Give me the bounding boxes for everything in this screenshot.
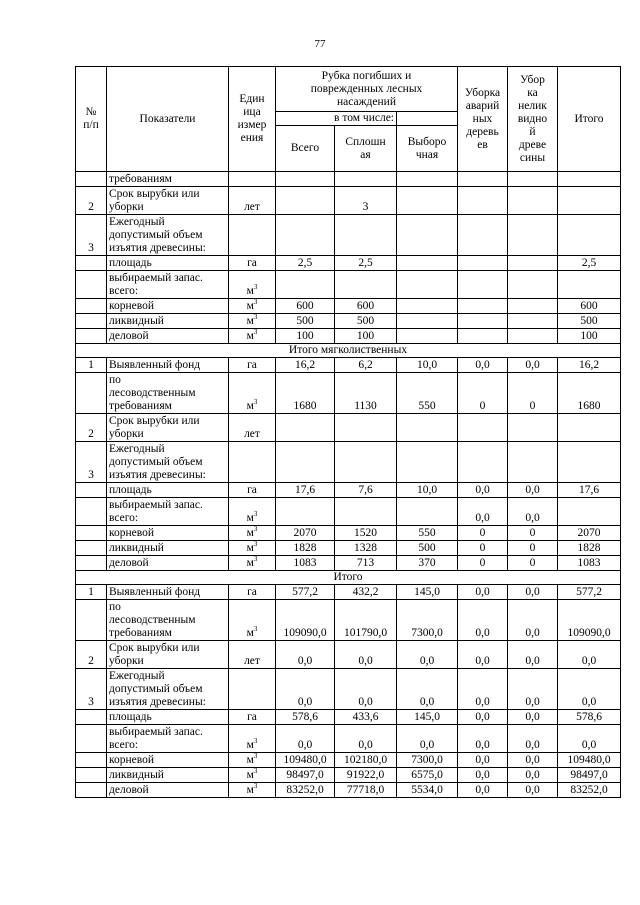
value-cell [558, 271, 621, 299]
value-cell: 0,0 [458, 753, 508, 768]
value-cell: 0,0 [508, 710, 558, 725]
row-label: площадь [107, 710, 229, 725]
table-row [76, 498, 621, 526]
value-cell [276, 215, 335, 256]
row-number [76, 526, 107, 541]
value-cell: 0,0 [458, 483, 508, 498]
row-unit: $м^3$ [229, 329, 276, 344]
row-number [76, 783, 107, 798]
row-number [76, 483, 107, 498]
table-row [76, 215, 621, 256]
value-cell: 0 [508, 526, 558, 541]
value-cell: 109090,0 [558, 600, 621, 641]
row-number [76, 314, 107, 329]
value-cell: 7,6 [335, 483, 397, 498]
value-cell: 1130 [335, 373, 397, 414]
value-cell: 102180,0 [335, 753, 397, 768]
header-num: № п/п [76, 67, 107, 172]
row-unit: $м^3$ [229, 725, 276, 753]
value-cell: 145,0 [397, 585, 458, 600]
value-cell [558, 442, 621, 483]
section-row [76, 571, 621, 585]
row-number: 2 [76, 641, 107, 669]
row-number [76, 768, 107, 783]
header-clear: Сплошн ая [335, 126, 397, 172]
table-row [76, 600, 621, 641]
section-title: Итого [76, 571, 621, 585]
value-cell: 0,0 [276, 725, 335, 753]
value-cell: 1083 [558, 556, 621, 571]
value-cell: 0,0 [508, 768, 558, 783]
value-cell: 0,0 [335, 641, 397, 669]
value-cell: 100 [335, 329, 397, 344]
value-cell [508, 172, 558, 187]
section-title: Итого мягколиственных [76, 344, 621, 358]
value-cell [335, 498, 397, 526]
row-label: корневой [107, 753, 229, 768]
table-row [76, 541, 621, 556]
value-cell: 0,0 [508, 753, 558, 768]
table-row [76, 172, 621, 187]
value-cell: 5534,0 [397, 783, 458, 798]
row-unit: лет [229, 187, 276, 215]
header-selective: Выборо чная [397, 126, 458, 172]
value-cell: 0,0 [458, 710, 508, 725]
value-cell: 0,0 [458, 669, 508, 710]
value-cell: 0 [458, 556, 508, 571]
value-cell: 16,2 [276, 358, 335, 373]
value-cell [397, 414, 458, 442]
value-cell: 83252,0 [276, 783, 335, 798]
table-row [76, 442, 621, 483]
value-cell [458, 314, 508, 329]
value-cell: 6575,0 [397, 768, 458, 783]
row-number [76, 299, 107, 314]
header-illiquid: Убор ка нелик видно й древе сины [508, 67, 558, 172]
table-row [76, 641, 621, 669]
row-label: Срок вырубки или уборки [107, 187, 229, 215]
value-cell: 0,0 [558, 725, 621, 753]
value-cell: 2070 [276, 526, 335, 541]
value-cell: 0 [458, 526, 508, 541]
value-cell: 0,0 [508, 483, 558, 498]
table-row [76, 768, 621, 783]
value-cell [397, 187, 458, 215]
value-cell [508, 299, 558, 314]
table-row [76, 526, 621, 541]
table-row [76, 299, 621, 314]
value-cell: 1083 [276, 556, 335, 571]
value-cell: 7300,0 [397, 600, 458, 641]
row-unit: га [229, 483, 276, 498]
row-number: 1 [76, 358, 107, 373]
table-row [76, 483, 621, 498]
value-cell [558, 172, 621, 187]
row-number [76, 753, 107, 768]
value-cell [397, 329, 458, 344]
value-cell [508, 314, 558, 329]
value-cell [458, 442, 508, 483]
value-cell [558, 215, 621, 256]
table-row [76, 358, 621, 373]
value-cell: 550 [397, 526, 458, 541]
value-cell: 1828 [558, 541, 621, 556]
row-unit [229, 172, 276, 187]
row-number: 2 [76, 187, 107, 215]
value-cell: 0,0 [276, 669, 335, 710]
value-cell: 7300,0 [397, 753, 458, 768]
value-cell [276, 498, 335, 526]
row-label: Срок вырубки или уборки [107, 414, 229, 442]
row-label: деловой [107, 783, 229, 798]
table-row [76, 314, 621, 329]
value-cell: 500 [276, 314, 335, 329]
value-cell: 2,5 [335, 256, 397, 271]
row-label: выбираемый запас. всего: [107, 271, 229, 299]
row-unit: $м^3$ [229, 271, 276, 299]
value-cell [335, 271, 397, 299]
value-cell [276, 442, 335, 483]
value-cell: 0,0 [458, 358, 508, 373]
value-cell [458, 256, 508, 271]
row-unit: $м^3$ [229, 783, 276, 798]
row-label: Срок вырубки или уборки [107, 641, 229, 669]
value-cell: 433,6 [335, 710, 397, 725]
value-cell: 98497,0 [276, 768, 335, 783]
value-cell [458, 215, 508, 256]
forest-felling-table [75, 66, 621, 798]
row-label: площадь [107, 483, 229, 498]
value-cell [335, 215, 397, 256]
value-cell: 0,0 [397, 641, 458, 669]
row-number: 3 [76, 442, 107, 483]
row-label: Ежегодный допустимый объем изъятия древесины: [107, 669, 229, 710]
row-label: корневой [107, 299, 229, 314]
value-cell [335, 414, 397, 442]
value-cell [558, 187, 621, 215]
value-cell: 145,0 [397, 710, 458, 725]
value-cell [508, 414, 558, 442]
value-cell: 578,6 [558, 710, 621, 725]
value-cell [276, 414, 335, 442]
value-cell: 0,0 [508, 641, 558, 669]
value-cell: 101790,0 [335, 600, 397, 641]
value-cell: 0 [508, 541, 558, 556]
value-cell [508, 271, 558, 299]
value-cell: 0,0 [458, 725, 508, 753]
row-number [76, 725, 107, 753]
row-number [76, 600, 107, 641]
table-row [76, 414, 621, 442]
section-row [76, 344, 621, 358]
value-cell: 17,6 [558, 483, 621, 498]
value-cell [558, 414, 621, 442]
value-cell: 0,0 [458, 783, 508, 798]
table-row [76, 585, 621, 600]
row-label: корневой [107, 526, 229, 541]
row-label: Выявленный фонд [107, 585, 229, 600]
value-cell [276, 172, 335, 187]
table-body [76, 172, 621, 798]
value-cell: 600 [335, 299, 397, 314]
value-cell: 500 [335, 314, 397, 329]
value-cell: 577,2 [276, 585, 335, 600]
value-cell: 370 [397, 556, 458, 571]
value-cell [397, 314, 458, 329]
header-unit: Един ица измер ения [229, 67, 276, 172]
table-row [76, 373, 621, 414]
value-cell: 0,0 [458, 600, 508, 641]
value-cell: 0,0 [508, 669, 558, 710]
row-number: 3 [76, 669, 107, 710]
row-unit: га [229, 710, 276, 725]
row-unit [229, 669, 276, 710]
value-cell: 91922,0 [335, 768, 397, 783]
row-label: требованиям [107, 172, 229, 187]
value-cell [458, 271, 508, 299]
value-cell: 578,6 [276, 710, 335, 725]
row-unit: лет [229, 414, 276, 442]
value-cell: 0,0 [458, 498, 508, 526]
row-label: по лесоводственным требованиям [107, 373, 229, 414]
value-cell [397, 215, 458, 256]
value-cell: 1680 [558, 373, 621, 414]
header-indicators: Показатели [107, 67, 229, 172]
value-cell: 0,0 [335, 669, 397, 710]
row-label: ликвидный [107, 314, 229, 329]
value-cell: 600 [276, 299, 335, 314]
value-cell [397, 172, 458, 187]
row-unit: $м^3$ [229, 556, 276, 571]
value-cell: 713 [335, 556, 397, 571]
page-number: 77 [314, 38, 326, 50]
value-cell [458, 414, 508, 442]
row-label: Выявленный фонд [107, 358, 229, 373]
table-row [76, 187, 621, 215]
row-label: Ежегодный допустимый объем изъятия древесины: [107, 442, 229, 483]
value-cell: 0,0 [508, 498, 558, 526]
value-cell: 109480,0 [276, 753, 335, 768]
row-unit: га [229, 256, 276, 271]
value-cell: 600 [558, 299, 621, 314]
table-row [76, 556, 621, 571]
row-unit: га [229, 585, 276, 600]
row-unit [229, 442, 276, 483]
value-cell: 432,2 [335, 585, 397, 600]
value-cell: 0,0 [508, 585, 558, 600]
value-cell: 0,0 [508, 783, 558, 798]
row-label: ликвидный [107, 541, 229, 556]
value-cell [397, 498, 458, 526]
row-number [76, 541, 107, 556]
row-label: ликвидный [107, 768, 229, 783]
row-label: выбираемый запас. всего: [107, 498, 229, 526]
row-number [76, 556, 107, 571]
row-unit: $м^3$ [229, 314, 276, 329]
value-cell [397, 299, 458, 314]
value-cell: 0 [508, 556, 558, 571]
value-cell [508, 256, 558, 271]
row-unit: $м^3$ [229, 753, 276, 768]
value-cell: 77718,0 [335, 783, 397, 798]
value-cell: 0,0 [458, 768, 508, 783]
value-cell: 0,0 [397, 669, 458, 710]
header-including: в том числе: [276, 112, 397, 126]
value-cell: 0 [458, 373, 508, 414]
row-unit: лет [229, 641, 276, 669]
value-cell [276, 187, 335, 215]
row-label: по лесоводственным требованиям [107, 600, 229, 641]
value-cell: 0,0 [558, 641, 621, 669]
value-cell: 1680 [276, 373, 335, 414]
row-label: площадь [107, 256, 229, 271]
row-number [76, 329, 107, 344]
value-cell: 2,5 [558, 256, 621, 271]
value-cell: 0,0 [335, 725, 397, 753]
value-cell: 0,0 [458, 641, 508, 669]
row-unit: $м^3$ [229, 498, 276, 526]
value-cell [397, 256, 458, 271]
value-cell: 100 [276, 329, 335, 344]
row-number [76, 710, 107, 725]
row-number [76, 271, 107, 299]
value-cell: 550 [397, 373, 458, 414]
value-cell [508, 442, 558, 483]
value-cell: 100 [558, 329, 621, 344]
table-row [76, 271, 621, 299]
value-cell [508, 329, 558, 344]
row-number [76, 172, 107, 187]
row-label: деловой [107, 556, 229, 571]
header-windfall: Уборка аварий ных деревь ев [458, 67, 508, 172]
row-number [76, 498, 107, 526]
table-row [76, 783, 621, 798]
value-cell: 0,0 [508, 358, 558, 373]
value-cell [276, 271, 335, 299]
value-cell: 0,0 [558, 669, 621, 710]
value-cell [397, 271, 458, 299]
value-cell [458, 299, 508, 314]
table-row [76, 256, 621, 271]
row-number [76, 373, 107, 414]
value-cell [335, 442, 397, 483]
value-cell: 109480,0 [558, 753, 621, 768]
value-cell: 0,0 [508, 725, 558, 753]
row-number: 1 [76, 585, 107, 600]
value-cell [558, 498, 621, 526]
value-cell: 1520 [335, 526, 397, 541]
value-cell [508, 215, 558, 256]
value-cell [335, 172, 397, 187]
value-cell: 577,2 [558, 585, 621, 600]
row-unit: $м^3$ [229, 373, 276, 414]
row-unit: $м^3$ [229, 768, 276, 783]
row-unit: $м^3$ [229, 299, 276, 314]
value-cell: 109090,0 [276, 600, 335, 641]
row-number: 2 [76, 414, 107, 442]
value-cell: 500 [558, 314, 621, 329]
value-cell [458, 187, 508, 215]
header-felling: Рубка погибших и поврежденных лесных насаждений [276, 67, 458, 112]
value-cell: 17,6 [276, 483, 335, 498]
value-cell: 0 [458, 541, 508, 556]
value-cell: 500 [397, 541, 458, 556]
value-cell: 0,0 [458, 585, 508, 600]
table-row [76, 710, 621, 725]
row-unit: $м^3$ [229, 526, 276, 541]
value-cell: 16,2 [558, 358, 621, 373]
table-row [76, 753, 621, 768]
value-cell: 1828 [276, 541, 335, 556]
value-cell: 3 [335, 187, 397, 215]
value-cell [397, 442, 458, 483]
table-row [76, 725, 621, 753]
row-unit [229, 215, 276, 256]
row-unit: $м^3$ [229, 541, 276, 556]
row-number [76, 256, 107, 271]
table-row [76, 329, 621, 344]
value-cell: 6,2 [335, 358, 397, 373]
header-total: Итого [558, 67, 621, 172]
value-cell [458, 172, 508, 187]
value-cell: 98497,0 [558, 768, 621, 783]
row-unit: $м^3$ [229, 600, 276, 641]
row-number: 3 [76, 215, 107, 256]
row-unit: га [229, 358, 276, 373]
row-label: Ежегодный допустимый объем изъятия древесины: [107, 215, 229, 256]
value-cell [508, 187, 558, 215]
value-cell: 0,0 [508, 600, 558, 641]
value-cell [458, 329, 508, 344]
value-cell: 0,0 [276, 641, 335, 669]
value-cell: 2070 [558, 526, 621, 541]
value-cell: 10,0 [397, 483, 458, 498]
header-total-felling: Всего [276, 126, 335, 172]
table-row [76, 669, 621, 710]
value-cell: 2,5 [276, 256, 335, 271]
value-cell: 1328 [335, 541, 397, 556]
row-label: деловой [107, 329, 229, 344]
value-cell: 0,0 [397, 725, 458, 753]
value-cell: 83252,0 [558, 783, 621, 798]
value-cell: 0 [508, 373, 558, 414]
value-cell: 10,0 [397, 358, 458, 373]
row-label: выбираемый запас. всего: [107, 725, 229, 753]
